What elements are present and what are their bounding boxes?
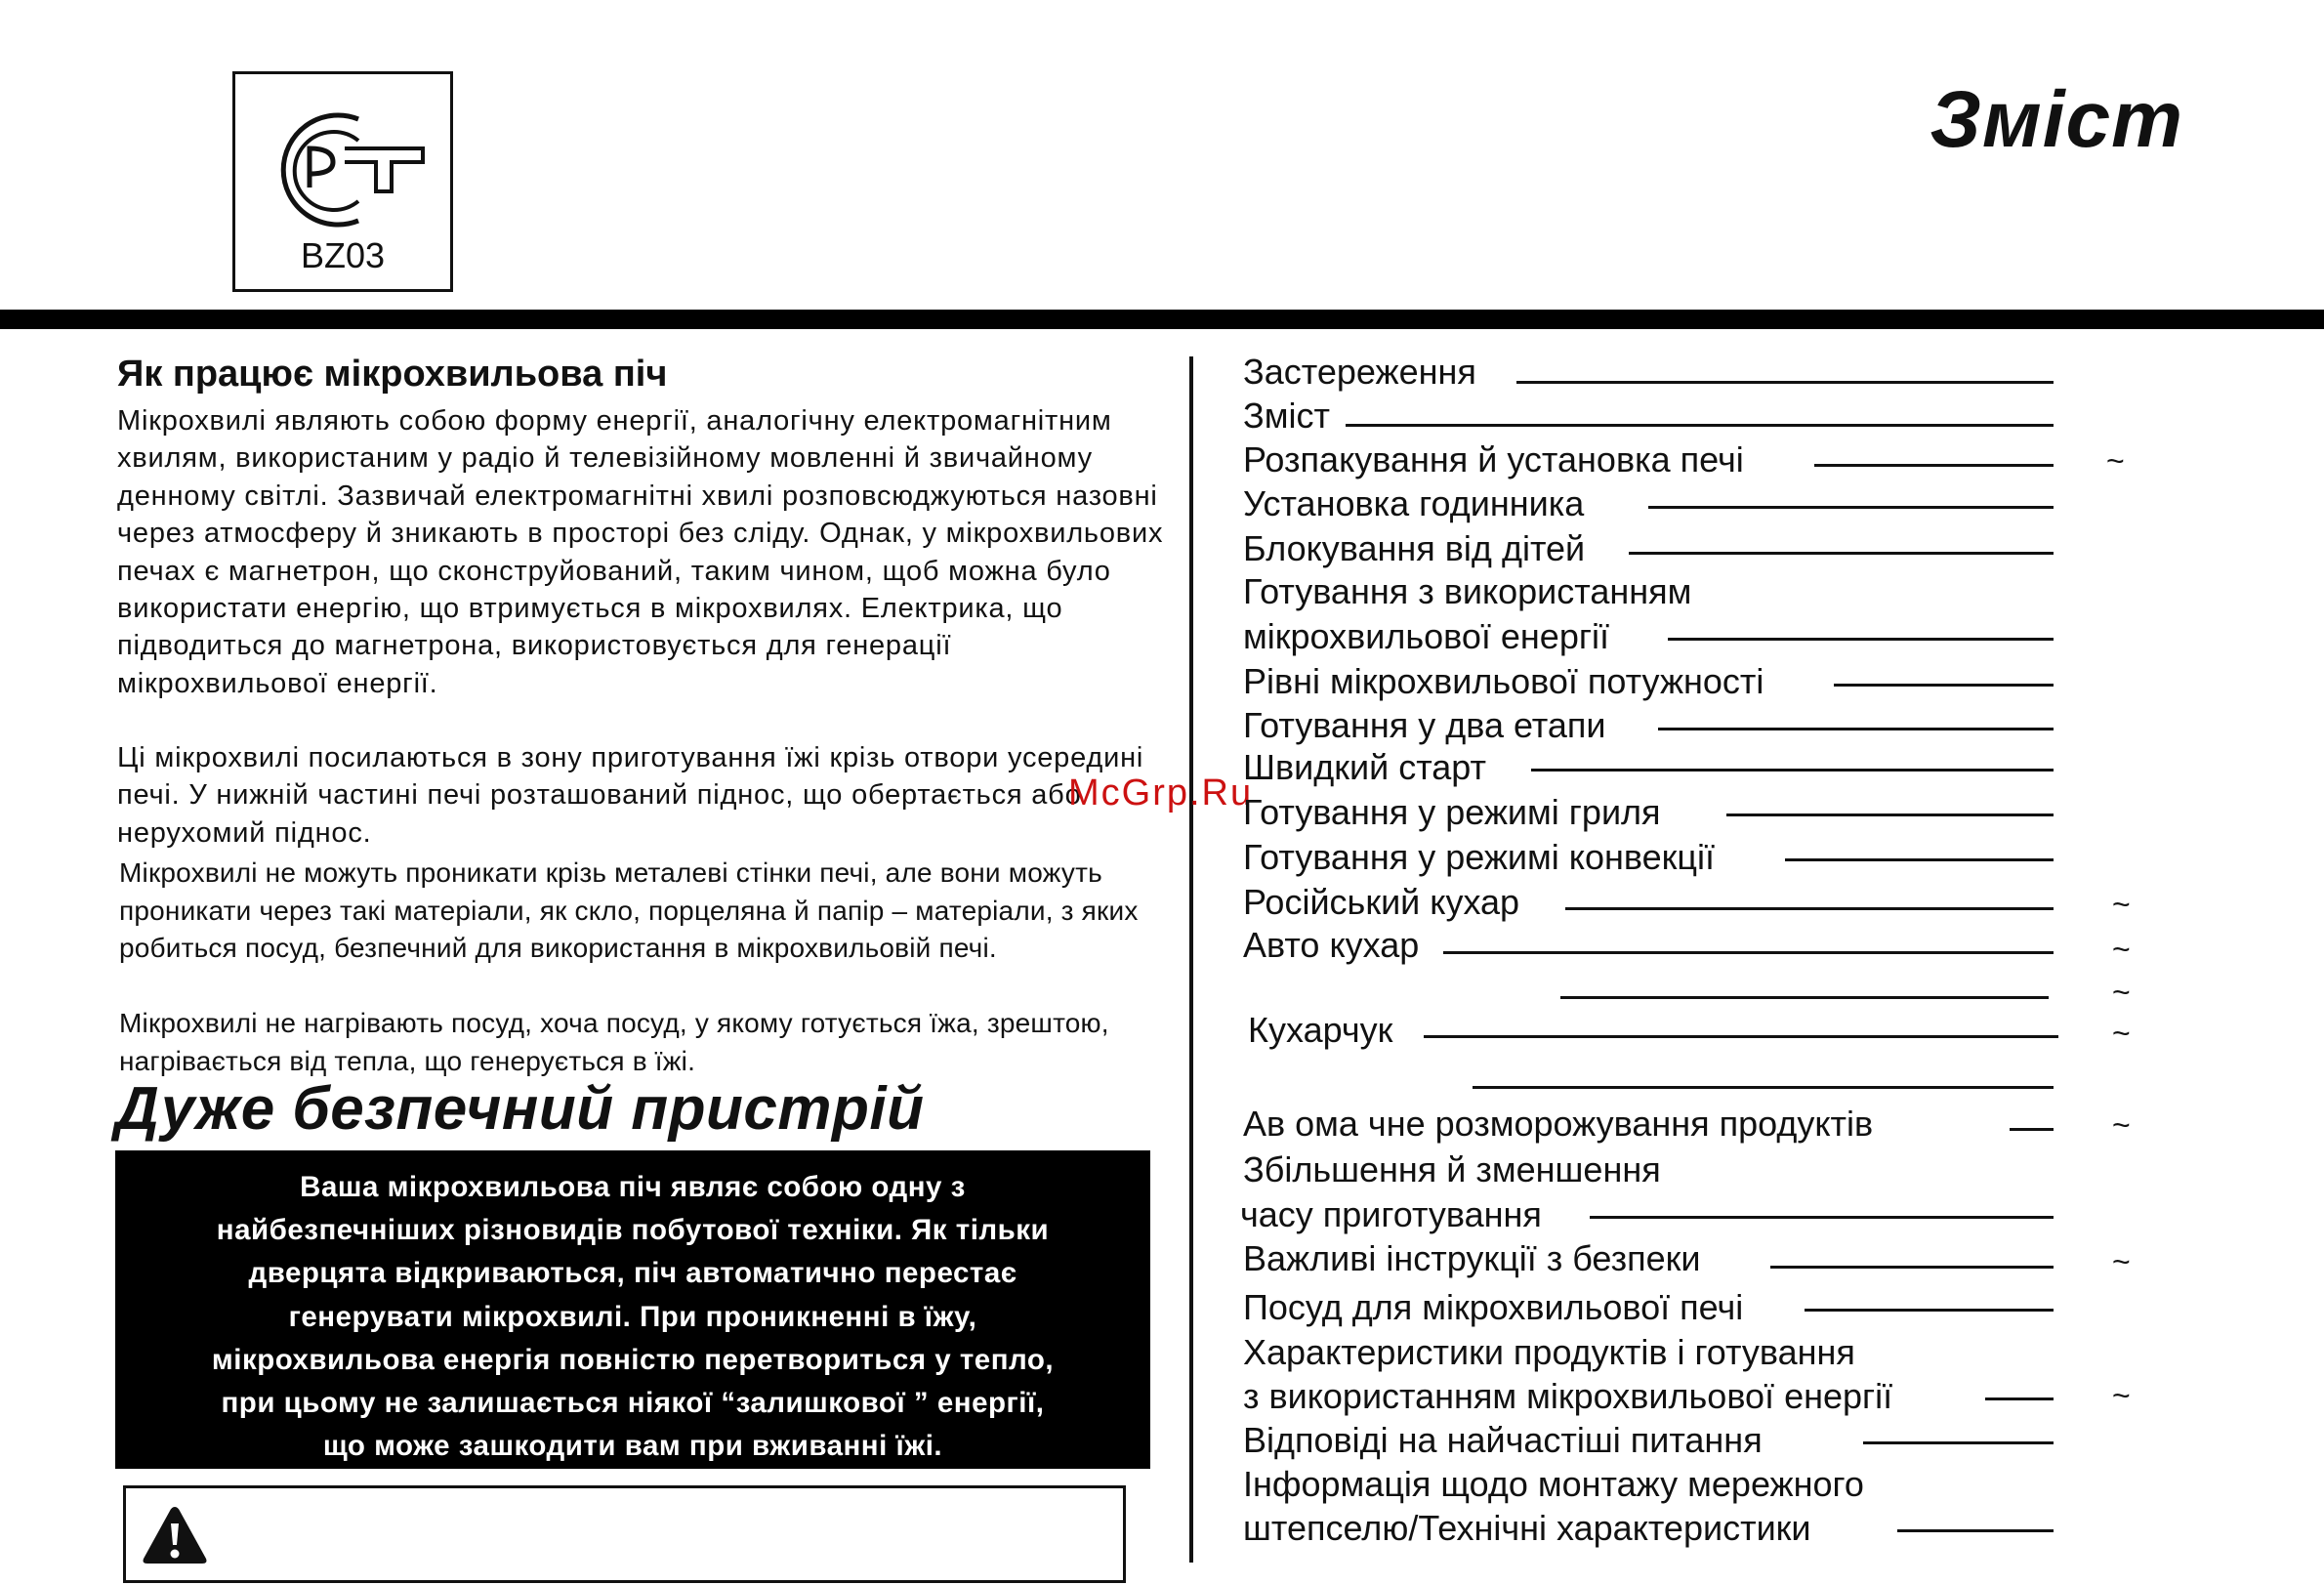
safe-device-line: Ваша мікрохвильова піч являє собою одну з — [300, 1171, 966, 1203]
toc-item[interactable]: Інформація щодо монтажу мережного — [1243, 1464, 1864, 1504]
toc-item[interactable]: Швидкий старт — [1243, 747, 1487, 787]
how-it-works-paragraph-3: Мікрохвилі не можуть проникати крізь металеві стінки печі, але вони можуть проникати через такі матеріали, як скло, порцеляна й папір – матеріали, з яких робиться посуд, безпечний для використання в мікрохвильовій печі. — [119, 857, 1139, 963]
toc-item[interactable]: Готування з використанням — [1243, 571, 1692, 611]
toc-leader — [1443, 951, 2054, 954]
page-range-tilde: ~ — [2106, 443, 2125, 479]
toc-leader — [1770, 1266, 2054, 1269]
toc-item[interactable]: Готування у два етапи — [1243, 705, 1606, 745]
page-range-tilde: ~ — [2112, 887, 2131, 922]
toc-leader — [1726, 813, 2054, 816]
toc-leader — [1668, 638, 2054, 641]
how-it-works-paragraph-2: Ці мікрохвилі посилаються в зону приготування їжі крізь отвори усередині печі. У нижній частині печі розташований піднос, що обертається або нерухомий піднос. — [117, 742, 1144, 849]
toc-leader — [2010, 1128, 2054, 1131]
safe-device-box — [115, 1150, 1150, 1469]
header-divider — [0, 310, 2324, 329]
how-it-works-paragraph-1: Мікрохвилі являють собою форму енергії, аналогічну електромагнітним хвилям, використаним у радіо й телевізійному мовленні й звичайному денному світлі. Зазвичай електромагнітні хвилі розповсюджуються назовні через атмосферу й зникають в просторі без сліду. Однак, у мікрохвильових печах є магнетрон, що сконструйований, таким чином, щоб можна було використати енергію, що втримується в мікрохвилях. Електрика, що підводиться до магнетрона, використовується для генерації мікрохвильової енергії. — [117, 405, 1164, 699]
warning-icon — [140, 1504, 210, 1566]
page-range-tilde: ~ — [2112, 932, 2131, 967]
toc-item[interactable]: Зміст — [1243, 396, 1330, 436]
toc-item[interactable]: Посуд для мікрохвильової печі — [1243, 1287, 1744, 1327]
toc-item[interactable]: Блокування від дітей — [1243, 528, 1586, 568]
toc-item[interactable]: Розпакування й установка печі — [1243, 439, 1744, 480]
page-range-tilde: ~ — [2112, 1378, 2131, 1413]
warning-box — [123, 1485, 1126, 1583]
toc-leader — [1560, 996, 2049, 999]
toc-item[interactable]: Застереження — [1243, 352, 1476, 392]
toc-item[interactable]: Готування у режимі гриля — [1243, 792, 1661, 832]
toc-item[interactable]: Ав ома чне розморожування продуктів — [1243, 1104, 1874, 1144]
safe-device-line: що може зашкодити вам при вживанні їжі. — [322, 1430, 943, 1463]
toc-leader — [1834, 684, 2054, 687]
toc-leader — [1565, 907, 2054, 910]
toc-leader — [1658, 728, 2054, 730]
page-range-tilde: ~ — [2112, 1016, 2131, 1051]
toc-item[interactable]: Готування у режимі конвекції — [1243, 837, 1715, 877]
toc-item[interactable]: Збільшення й зменшення — [1243, 1149, 1661, 1189]
toc-leader — [1629, 552, 2054, 555]
toc-leader — [1516, 381, 2054, 384]
toc-item[interactable]: з використанням мікрохвильової енергії — [1243, 1376, 1893, 1416]
toc-item[interactable]: мікрохвильової енергії — [1243, 616, 1609, 656]
safe-device-line: мікрохвильова енергія повністю перетвориться у тепло, — [211, 1343, 1055, 1376]
toc-leader — [1897, 1529, 2054, 1532]
certification-code: BZ03 — [300, 235, 386, 275]
page-range-tilde: ~ — [2112, 975, 2131, 1010]
rst-logo-icon — [265, 111, 427, 229]
page-title: Зміст — [1930, 75, 2183, 164]
safe-device-heading: Дуже безпечний пристрій — [115, 1075, 925, 1143]
safe-device-line: при цьому не залишається ніякої “залишкової ” енергії, — [221, 1387, 1045, 1420]
column-divider — [1189, 356, 1193, 1563]
watermark: McGrp.Ru — [1068, 772, 1254, 813]
page-range-tilde: ~ — [2112, 1244, 2131, 1279]
toc-leader — [1346, 424, 2054, 427]
how-it-works-paragraph-4: Мікрохвилі не нагрівають посуд, хоча посуд, у якому готується їжа, зрештою, нагрівається від тепла, що генерується в їжі. — [119, 1008, 1109, 1076]
safe-device-line: генерувати мікрохвилі. При проникненні в їжу, — [288, 1300, 977, 1333]
toc-leader — [1424, 1035, 2058, 1038]
toc-leader — [1985, 1397, 2054, 1400]
toc-item[interactable]: Відповіді на найчастіші питання — [1243, 1420, 1763, 1460]
toc-item[interactable]: Кухарчук — [1248, 1010, 1393, 1050]
toc-leader — [1863, 1441, 2054, 1444]
toc-leader — [1785, 858, 2054, 861]
toc-item[interactable]: Характеристики продуктів і готування — [1243, 1332, 1855, 1372]
certification-mark — [232, 71, 453, 292]
toc-item[interactable]: Важливі інструкції з безпеки — [1243, 1238, 1701, 1278]
toc-item[interactable]: штепселю/Технічні характеристики — [1243, 1508, 1811, 1548]
toc-item[interactable]: Авто кухар — [1243, 925, 1420, 965]
safe-device-line: найбезпечніших різновидів побутової техніки. Як тільки — [216, 1214, 1050, 1247]
toc-leader — [1531, 769, 2054, 772]
toc-leader — [1814, 464, 2054, 467]
toc-item[interactable]: Рівні мікрохвильової потужності — [1243, 661, 1764, 701]
how-it-works-heading: Як працює мікрохвильова піч — [117, 354, 668, 395]
safe-device-line: дверцята відкриваються, піч автоматично перестає — [248, 1257, 1017, 1290]
page-range-tilde: ~ — [2112, 1107, 2131, 1143]
toc-item[interactable]: Російський кухар — [1243, 882, 1520, 922]
toc-item[interactable]: часу приготування — [1240, 1194, 1542, 1234]
toc-leader — [1648, 506, 2054, 509]
toc-item[interactable]: Установка годинника — [1243, 483, 1585, 523]
toc-leader — [1590, 1216, 2054, 1219]
toc-leader — [1805, 1309, 2054, 1312]
toc-leader — [1473, 1086, 2054, 1089]
